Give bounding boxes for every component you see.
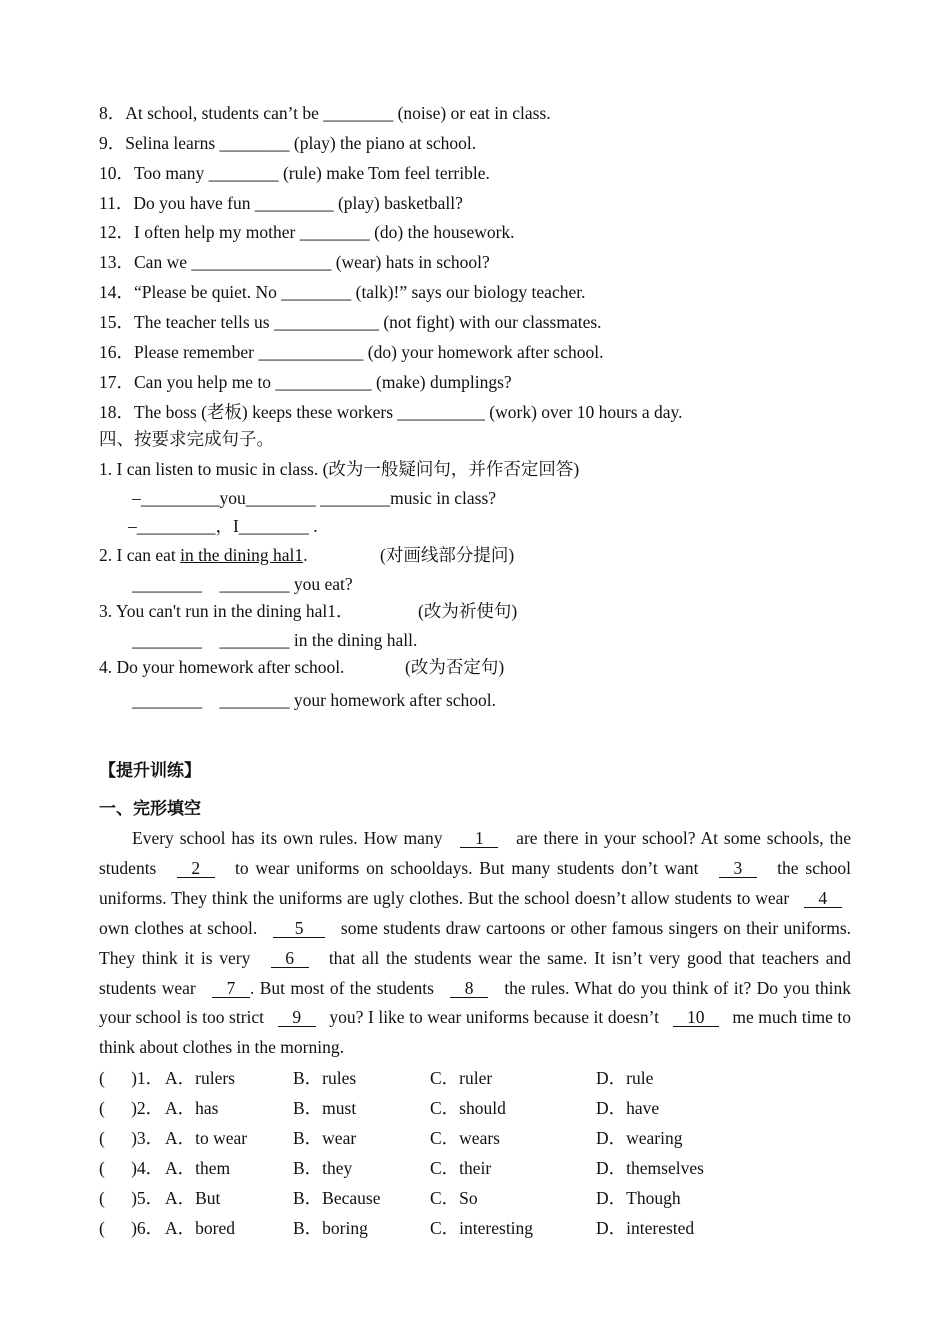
advanced-title: 【提升训练】 [99,761,201,781]
fill-item-15: 15．The teacher tells us ____________ (not fight) with our classmates. [99,312,602,332]
section4-q1-answer-1: –_________you________ ________music in class? [132,488,497,508]
option-d: D．rule [596,1068,654,1088]
question-number: ( )4． [99,1158,164,1178]
section4-q1: 1. I can listen to music in class. (改为一般疑问句，并作否定回答) [99,459,580,479]
section4-q1-answer-2: –_________，I________ . [128,516,318,536]
q2-text-pre: 2. I can eat [99,545,181,565]
cloze-blank-4: 4 [804,889,842,908]
q2-underlined-phrase: in the dining hal1 [180,545,304,565]
cloze-blank-3: 3 [719,859,757,878]
cloze-blank-10: 10 [673,1008,719,1027]
passage-text: the school uniforms. They think the uniforms are ugly clothes. But the school doesn’t allow students to wear [99,857,852,908]
section4-q2 [99,544,308,566]
option-c: C．ruler [430,1068,493,1088]
passage-text: are there in your school? At some schools, the students [99,828,852,878]
passage-text: . But most of the students [249,977,434,998]
fill-item-16: 16．Please remember ____________ (do) your homework after school. [99,342,604,362]
section4-q3-note: (改为祈使句) [418,601,518,621]
passage-text: own clothes at school. [99,917,258,938]
fill-item-17: 17．Can you help me to ___________ (make) dumplings? [99,372,512,392]
fill-item-8: 8．At school, students can’t be ________ (noise) or eat in class. [99,103,551,123]
passage-text: the rules. What do you think of it? Do you think your school is too strict [99,977,852,1028]
passage-text: that all the students wear the same. It isn’t very good that teachers and students wear [99,947,851,998]
section4-q2-note: (对画线部分提问) [380,545,515,565]
question-number: ( )2． [99,1098,164,1118]
fill-item-13: 13．Can we ________________ (wear) hats in school? [99,252,490,272]
fill-item-11: 11．Do you have fun _________ (play) basketball? [99,193,463,213]
passage-text: Every school has its own rules. How many [132,828,443,848]
option-d: D．themselves [596,1158,704,1178]
cloze-blank-8: 8 [450,979,488,998]
option-d: D．have [596,1098,660,1118]
question-number: ( )5． [99,1188,164,1208]
cloze-blank-9: 9 [278,1008,316,1027]
cloze-blank-2: 2 [177,859,215,878]
option-b: B．they [293,1158,353,1178]
option-a: A．has [165,1098,219,1118]
option-d: D．Though [596,1188,681,1208]
option-b: B．wear [293,1128,357,1148]
option-b: B．rules [293,1068,357,1088]
cloze-blank-1: 1 [460,829,498,848]
option-a: A．to wear [165,1128,248,1148]
option-c: C．interesting [430,1218,534,1238]
question-number: ( )6． [99,1218,164,1238]
cloze-passage [99,824,851,1063]
question-number: ( )3． [99,1128,164,1148]
option-a: A．rulers [165,1068,235,1088]
fill-item-14: 14．“Please be quiet. No ________ (talk)!” says our biology teacher. [99,282,586,302]
fill-item-12: 12．I often help my mother ________ (do) the housework. [99,222,515,242]
section4-q3: 3. You can't run in the dining hal1． [99,601,354,621]
section4-q4-note: (改为否定句) [405,657,505,677]
fill-item-10: 10．Too many ________ (rule) make Tom feel terrible. [99,163,490,183]
fill-item-18: 18．The boss (老板) keeps these workers __________ (work) over 10 hours a day. [99,402,683,422]
option-b: B．Because [293,1188,381,1208]
option-c: C．So [430,1188,478,1208]
option-b: B．must [293,1098,357,1118]
option-a: A．them [165,1158,231,1178]
passage-text: to wear uniforms on schooldays. But many students don’t want [235,857,699,878]
question-number: ( )1． [99,1068,164,1088]
option-b: B．boring [293,1218,368,1238]
passage-text: me much time to think about clothes in the morning. [99,1007,852,1058]
option-a: A．But [165,1188,221,1208]
passage-text: you? I like to wear uniforms because it doesn’t [329,1007,660,1028]
option-a: A．bored [165,1218,235,1238]
section4-q4: 4. Do your homework after school. [99,657,345,677]
section4-heading: 四、按要求完成句子。 [99,429,274,449]
option-c: C．should [430,1098,506,1118]
section4-q3-answer: ________ ________ in the dining hall. [132,630,418,650]
cloze-blank-6: 6 [271,949,309,968]
section4-q4-answer: ________ ________ your homework after school. [132,690,497,710]
option-d: D．interested [596,1218,695,1238]
passage-text: some students draw cartoons or other famous singers on their uniforms. They think it is very [99,917,852,968]
q2-text-post: . [303,545,308,565]
option-c: C．wears [430,1128,500,1148]
fill-item-9: 9．Selina learns ________ (play) the piano at school. [99,133,477,153]
cloze-subtitle: 一、完形填空 [99,799,201,819]
cloze-blank-5: 5 [273,919,325,938]
option-c: C．their [430,1158,492,1178]
section4-q2-answer: ________ ________ you eat? [132,574,353,594]
cloze-blank-7: 7 [212,979,250,998]
option-d: D．wearing [596,1128,683,1148]
